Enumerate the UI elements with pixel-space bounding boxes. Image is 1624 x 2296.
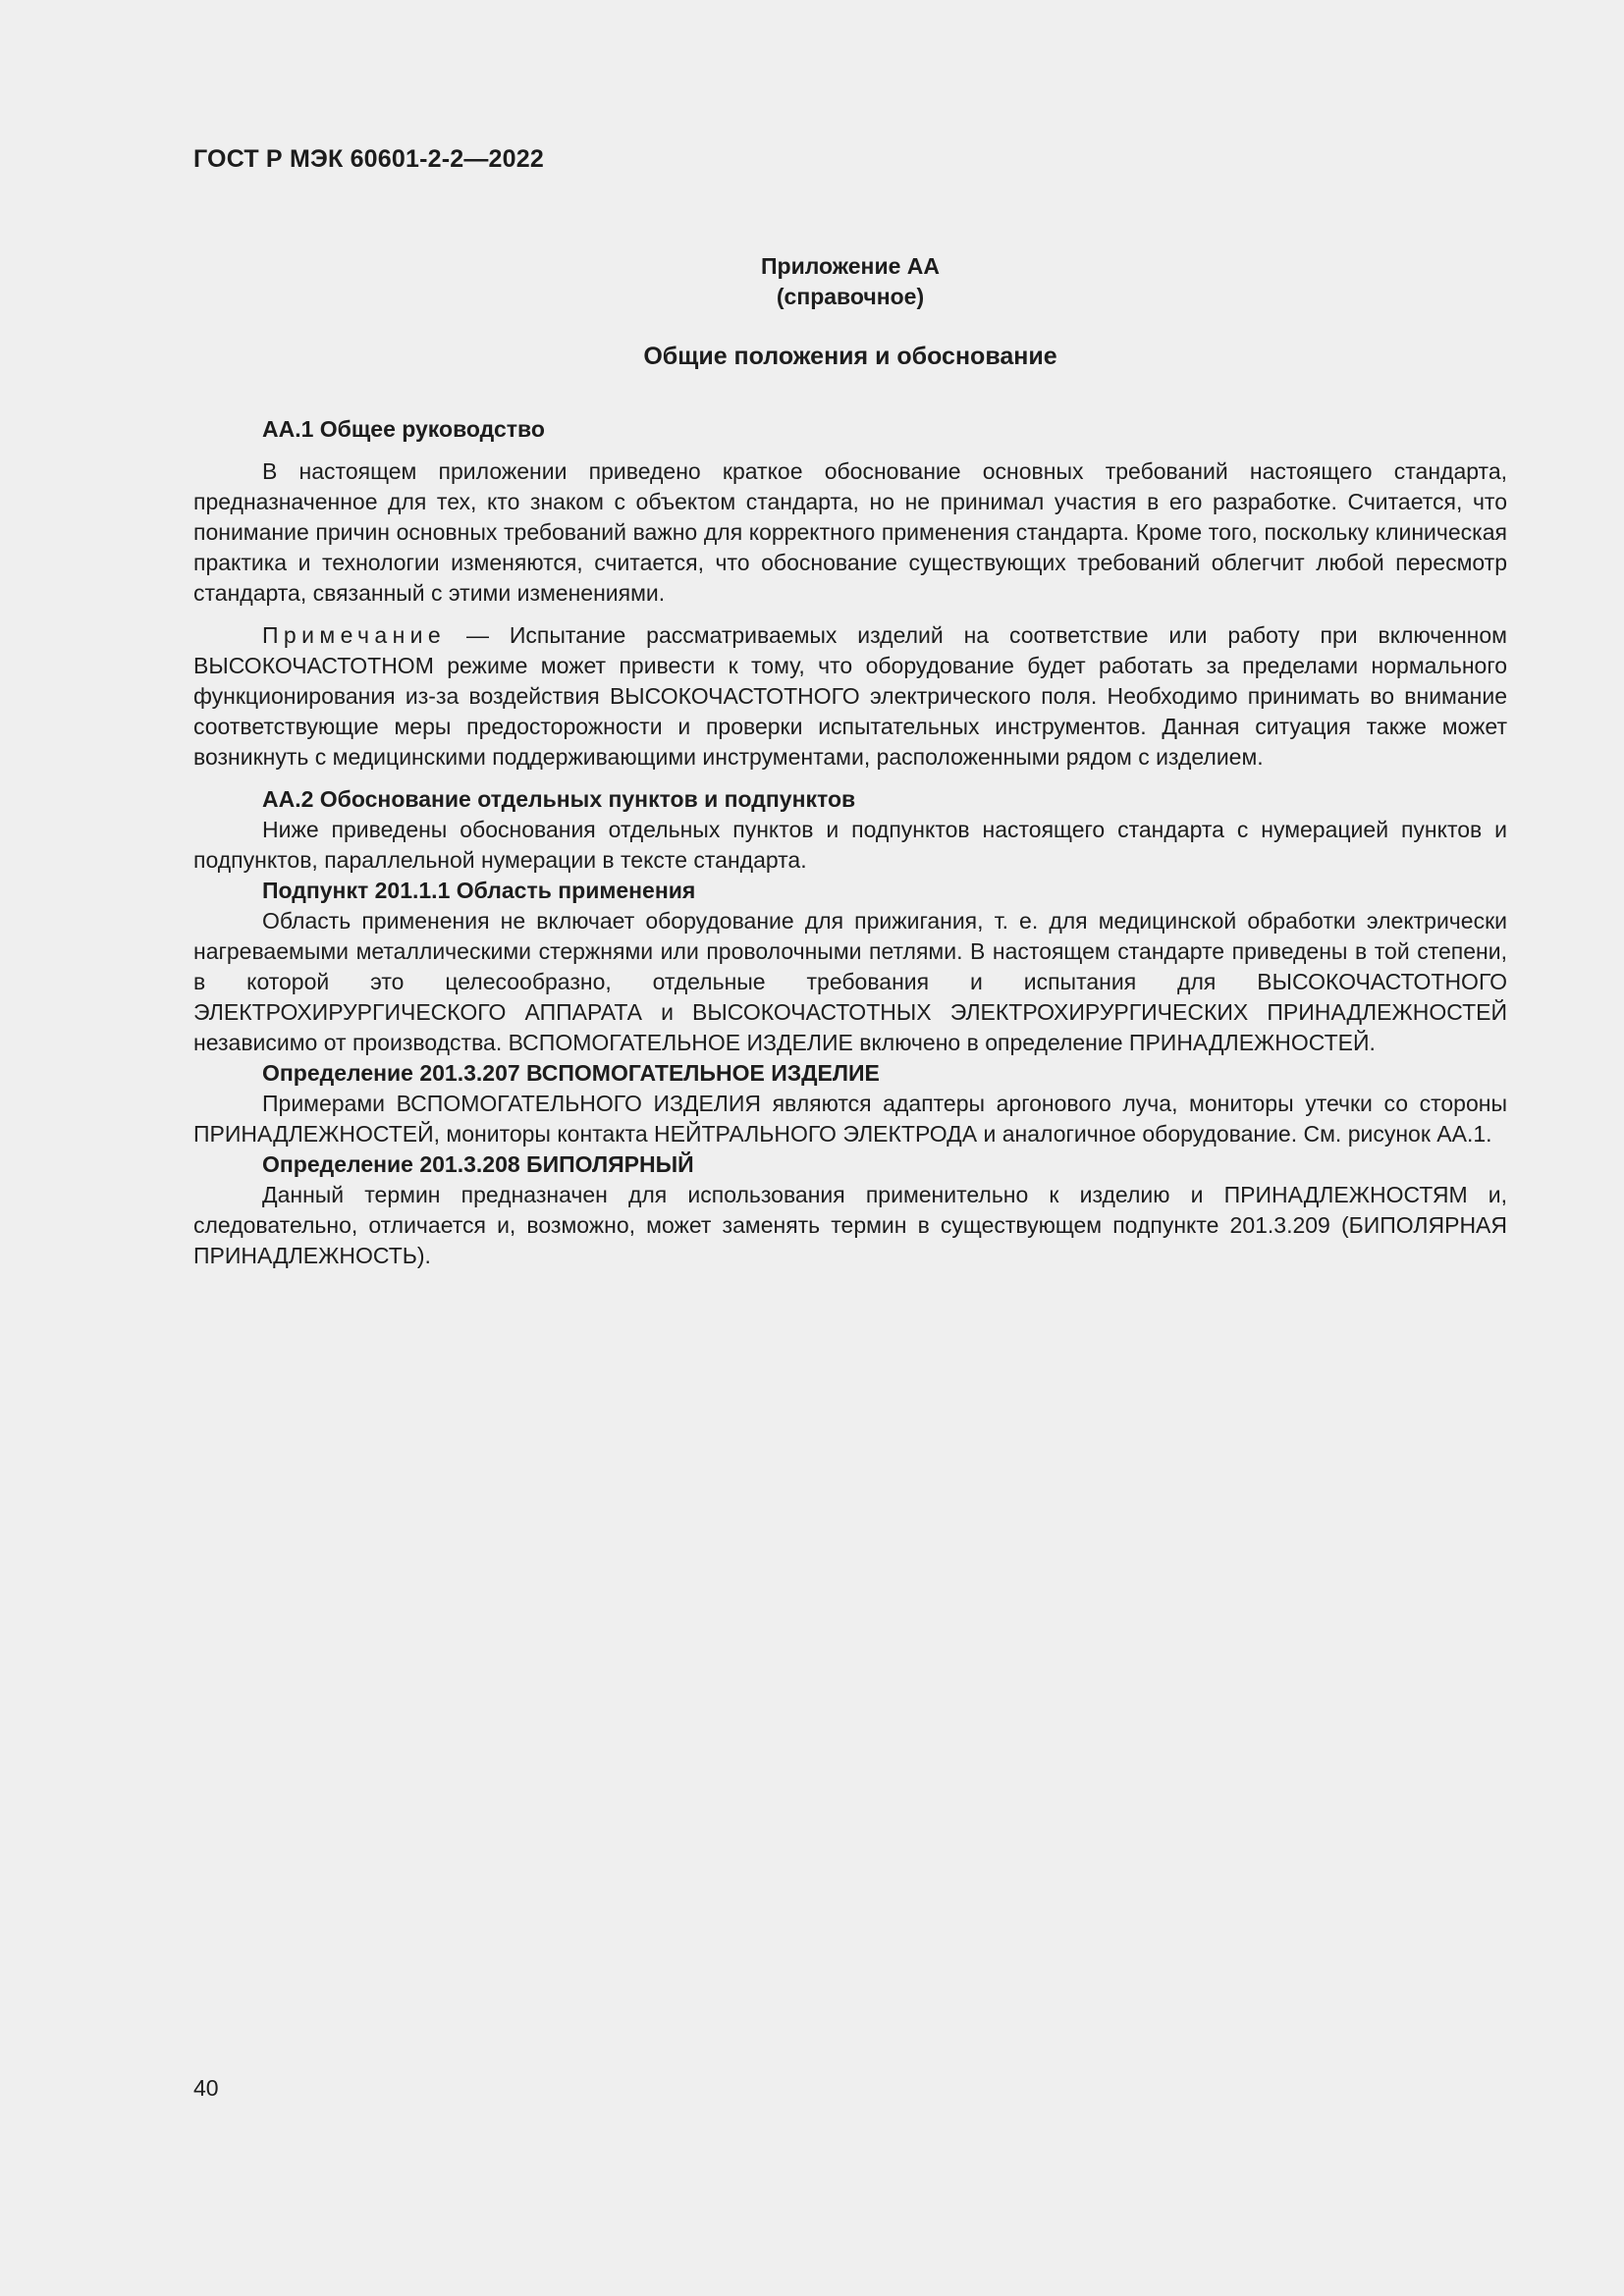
definition-heading-201-3-208: Определение 201.3.208 БИПОЛЯРНЫЙ xyxy=(262,1151,694,1177)
subsection-heading-201-1-1: Подпункт 201.1.1 Область применения xyxy=(262,878,696,903)
paragraph-201-1-1: Область применения не включает оборудование для прижигания, т. е. для медицинской обработки электрически нагреваемыми металлическими стержнями или проволочными петлями. В настоящем стандарте приведены в той степени, в которой это целесообразно, отдельные требования и испытания для ВЫСОКОЧАСТОТНОГО ЭЛЕКТРОХИРУРГИЧЕСКОГО АППАРАТА и ВЫСОКОЧАСТОТНЫХ ЭЛЕКТРОХИРУРГИЧЕСКИХ ПРИНАДЛЕЖНОСТЕЙ независимо от производства. ВСПОМОГАТЕЛЬНОЕ ИЗДЕЛИЕ включено в определение ПРИНАДЛЕЖНОСТЕЙ. xyxy=(193,908,1507,1055)
note-paragraph xyxy=(193,620,1507,773)
appendix-title: Общие положения и обоснование xyxy=(643,343,1057,370)
paragraph-aa2: Ниже приведены обоснования отдельных пунктов и подпунктов настоящего стандарта с нумерацией пунктов и подпунктов, параллельной нумерации в тексте стандарта. xyxy=(193,817,1507,873)
note-label: Примечание xyxy=(262,622,447,648)
document-header: ГОСТ Р МЭК 60601-2-2—2022 xyxy=(193,145,544,173)
appendix-kind: (справочное) xyxy=(776,284,925,309)
document-body xyxy=(193,414,1507,1271)
section-heading-aa1: АА.1 Общее руководство xyxy=(262,416,545,442)
paragraph-aa1: В настоящем приложении приведено краткое обоснование основных требований настоящего стандарта, предназначенное для тех, кто знаком с объектом стандарта, но не принимал участия в его разработке. Считается, что понимание причин основных требований важно для корректного применения стандарта. Кроме того, поскольку клиническая практика и технологии изменяются, считается, что обоснование существующих требований облегчит любой пересмотр стандарта, связанный с этими изменениями. xyxy=(193,458,1507,606)
paragraph-201-3-207: Примерами ВСПОМОГАТЕЛЬНОГО ИЗДЕЛИЯ являются адаптеры аргонового луча, мониторы утечки со стороны ПРИНАДЛЕЖНОСТЕЙ, мониторы контакта НЕЙТРАЛЬНОГО ЭЛЕКТРОДА и аналогичное оборудование. См. рисунок АА.1. xyxy=(193,1091,1507,1147)
page-number: 40 xyxy=(193,2075,219,2101)
section-heading-aa2: АА.2 Обоснование отдельных пунктов и подпунктов xyxy=(262,786,856,812)
appendix-label: Приложение АА xyxy=(760,253,940,279)
definition-heading-201-3-207: Определение 201.3.207 ВСПОМОГАТЕЛЬНОЕ ИЗДЕЛИЕ xyxy=(262,1060,880,1086)
appendix-label-block xyxy=(193,251,1507,312)
note-text: — Испытание рассматриваемых изделий на соответствие или работу при включенном ВЫСОКОЧАСТОТНОМ режиме может привести к тому, что оборудование будет работать за пределами нормального функционирования из-за воздействия ВЫСОКОЧАСТОТНОГО электрического поля. Необходимо принимать во внимание соответствующие меры предосторожности и проверки испытательных инструментов. Данная ситуация также может возникнуть с медицинскими поддерживающими инструментами, расположенными рядом с изделием. xyxy=(193,622,1507,770)
paragraph-201-3-208: Данный термин предназначен для использования применительно к изделию и ПРИНАДЛЕЖНОСТЯМ и, следовательно, отличается и, возможно, может заменять термин в существующем подпункте 201.3.209 (БИПОЛЯРНАЯ ПРИНАДЛЕЖНОСТЬ). xyxy=(193,1182,1507,1268)
